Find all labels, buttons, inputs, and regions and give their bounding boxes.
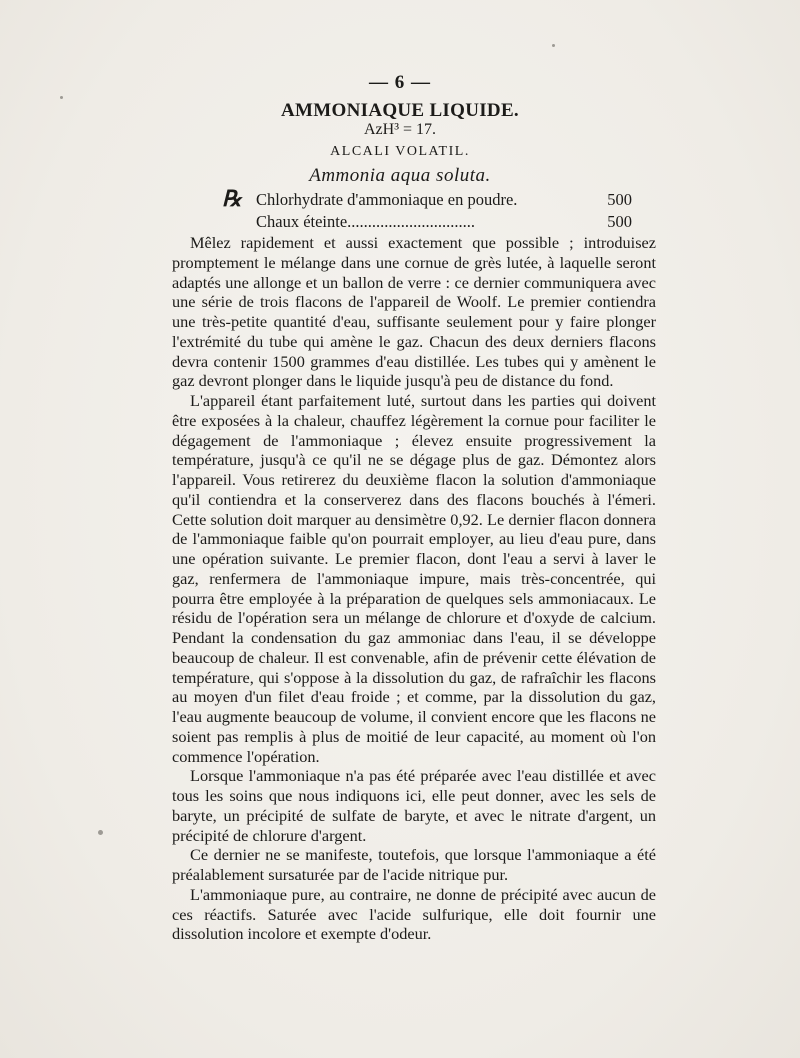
section-subtitle: ALCALI VOLATIL. [330, 144, 470, 159]
latin-name: Ammonia aqua soluta. [309, 165, 491, 186]
paragraph: Mêlez rapidement et aussi exactement que possible ; introduisez promptement le mélange dans une cornue de grès lutée, à laquelle seront adaptés une allonge et un ballon de verre : ce dernier communiquera avec une série de trois flacons de l'appareil de Woolf. Le premier contiendra une très-petite quantité d'eau, suffisante seulement pour y faire plonger l'extrémité du tube qui amène le gaz. Chacun des deux derniers flacons devra contenir 1500 grammes d'eau distillée. Les tubes qui y amènent le gaz devront plonger dans le liquide jusqu'à peu de distance du fond. [172, 233, 656, 391]
recipe-line [222, 212, 632, 232]
paragraph: Lorsque l'ammoniaque n'a pas été préparée avec l'eau distillée et avec tous les soins que nous indiquons ici, elle peut donner, avec les sels de baryte, un précipité de sulfate de baryte, et avec le nitrate d'argent, un précipité de chlorure d'argent. [172, 766, 656, 845]
paragraph: L'ammoniaque pure, au contraire, ne donne de précipité avec aucun de ces réactifs. Saturée avec l'acide sulfurique, elle doit fournir une dissolution incolore et exempte d'odeur. [172, 884, 656, 944]
ingredient-quantity: 500 [607, 190, 632, 209]
recipe-line [222, 186, 632, 211]
ingredient-name: Chaux éteinte............................... [256, 212, 476, 231]
paragraph: Ce dernier ne se manifeste, toutefois, que lorsque l'ammoniaque a été préalablement sursaturée par de l'acide nitrique pur. [172, 845, 656, 884]
recipe-symbol: ℞ [222, 186, 242, 211]
body-text [172, 233, 656, 944]
ingredient-name: Chlorhydrate d'ammoniaque en poudre. [256, 190, 518, 209]
ingredient-quantity: 500 [607, 212, 632, 231]
section-title: AMMONIAQUE LIQUIDE. [281, 100, 519, 121]
page-number: — 6 — [369, 72, 431, 93]
paragraph: L'appareil étant parfaitement luté, surtout dans les parties qui doivent être exposées à la chaleur, chauffez légèrement la cornue pour faciliter le dégagement de l'ammoniaque ; élevez ensuite progressivement la température, jusqu'à ce qu'il ne se dégage plus de gaz. Démontez alors l'appareil. Vous retirerez du deuxième flacon la solution d'ammoniaque qu'il contiendra et la conserverez dans des flacons bouchés à l'émeri. Cette solution doit marquer au densimètre 0,92. Le dernier flacon donnera de l'ammoniaque faible qu'on pourrait employer, au lieu d'eau pure, dans une opération suivante. Le premier flacon, dont l'eau a servi à laver le gaz, renfermera de l'ammoniaque impure, mais très-concentrée, qui pourra être employée à la préparation de quelques sels ammoniacaux. Le résidu de l'opération sera un mélange de chlorure et d'oxyde de calcium. Pendant la condensation du gaz ammoniac dans l'eau, il se développe beaucoup de chaleur. Il est convenable, afin de prévenir cette élévation de température, qui s'oppose à la dissolution du gaz, de rafraîchir les flacons au moyen d'un filet d'eau froide ; et comme, par la dissolution du gaz, l'eau augmente beaucoup de volume, il convient encore que les flacons ne soient pas remplis à plus de moitié de leur capacité, au moment où l'on commence l'opération. [172, 391, 656, 766]
chemical-formula: AzH³ = 17. [363, 121, 437, 138]
